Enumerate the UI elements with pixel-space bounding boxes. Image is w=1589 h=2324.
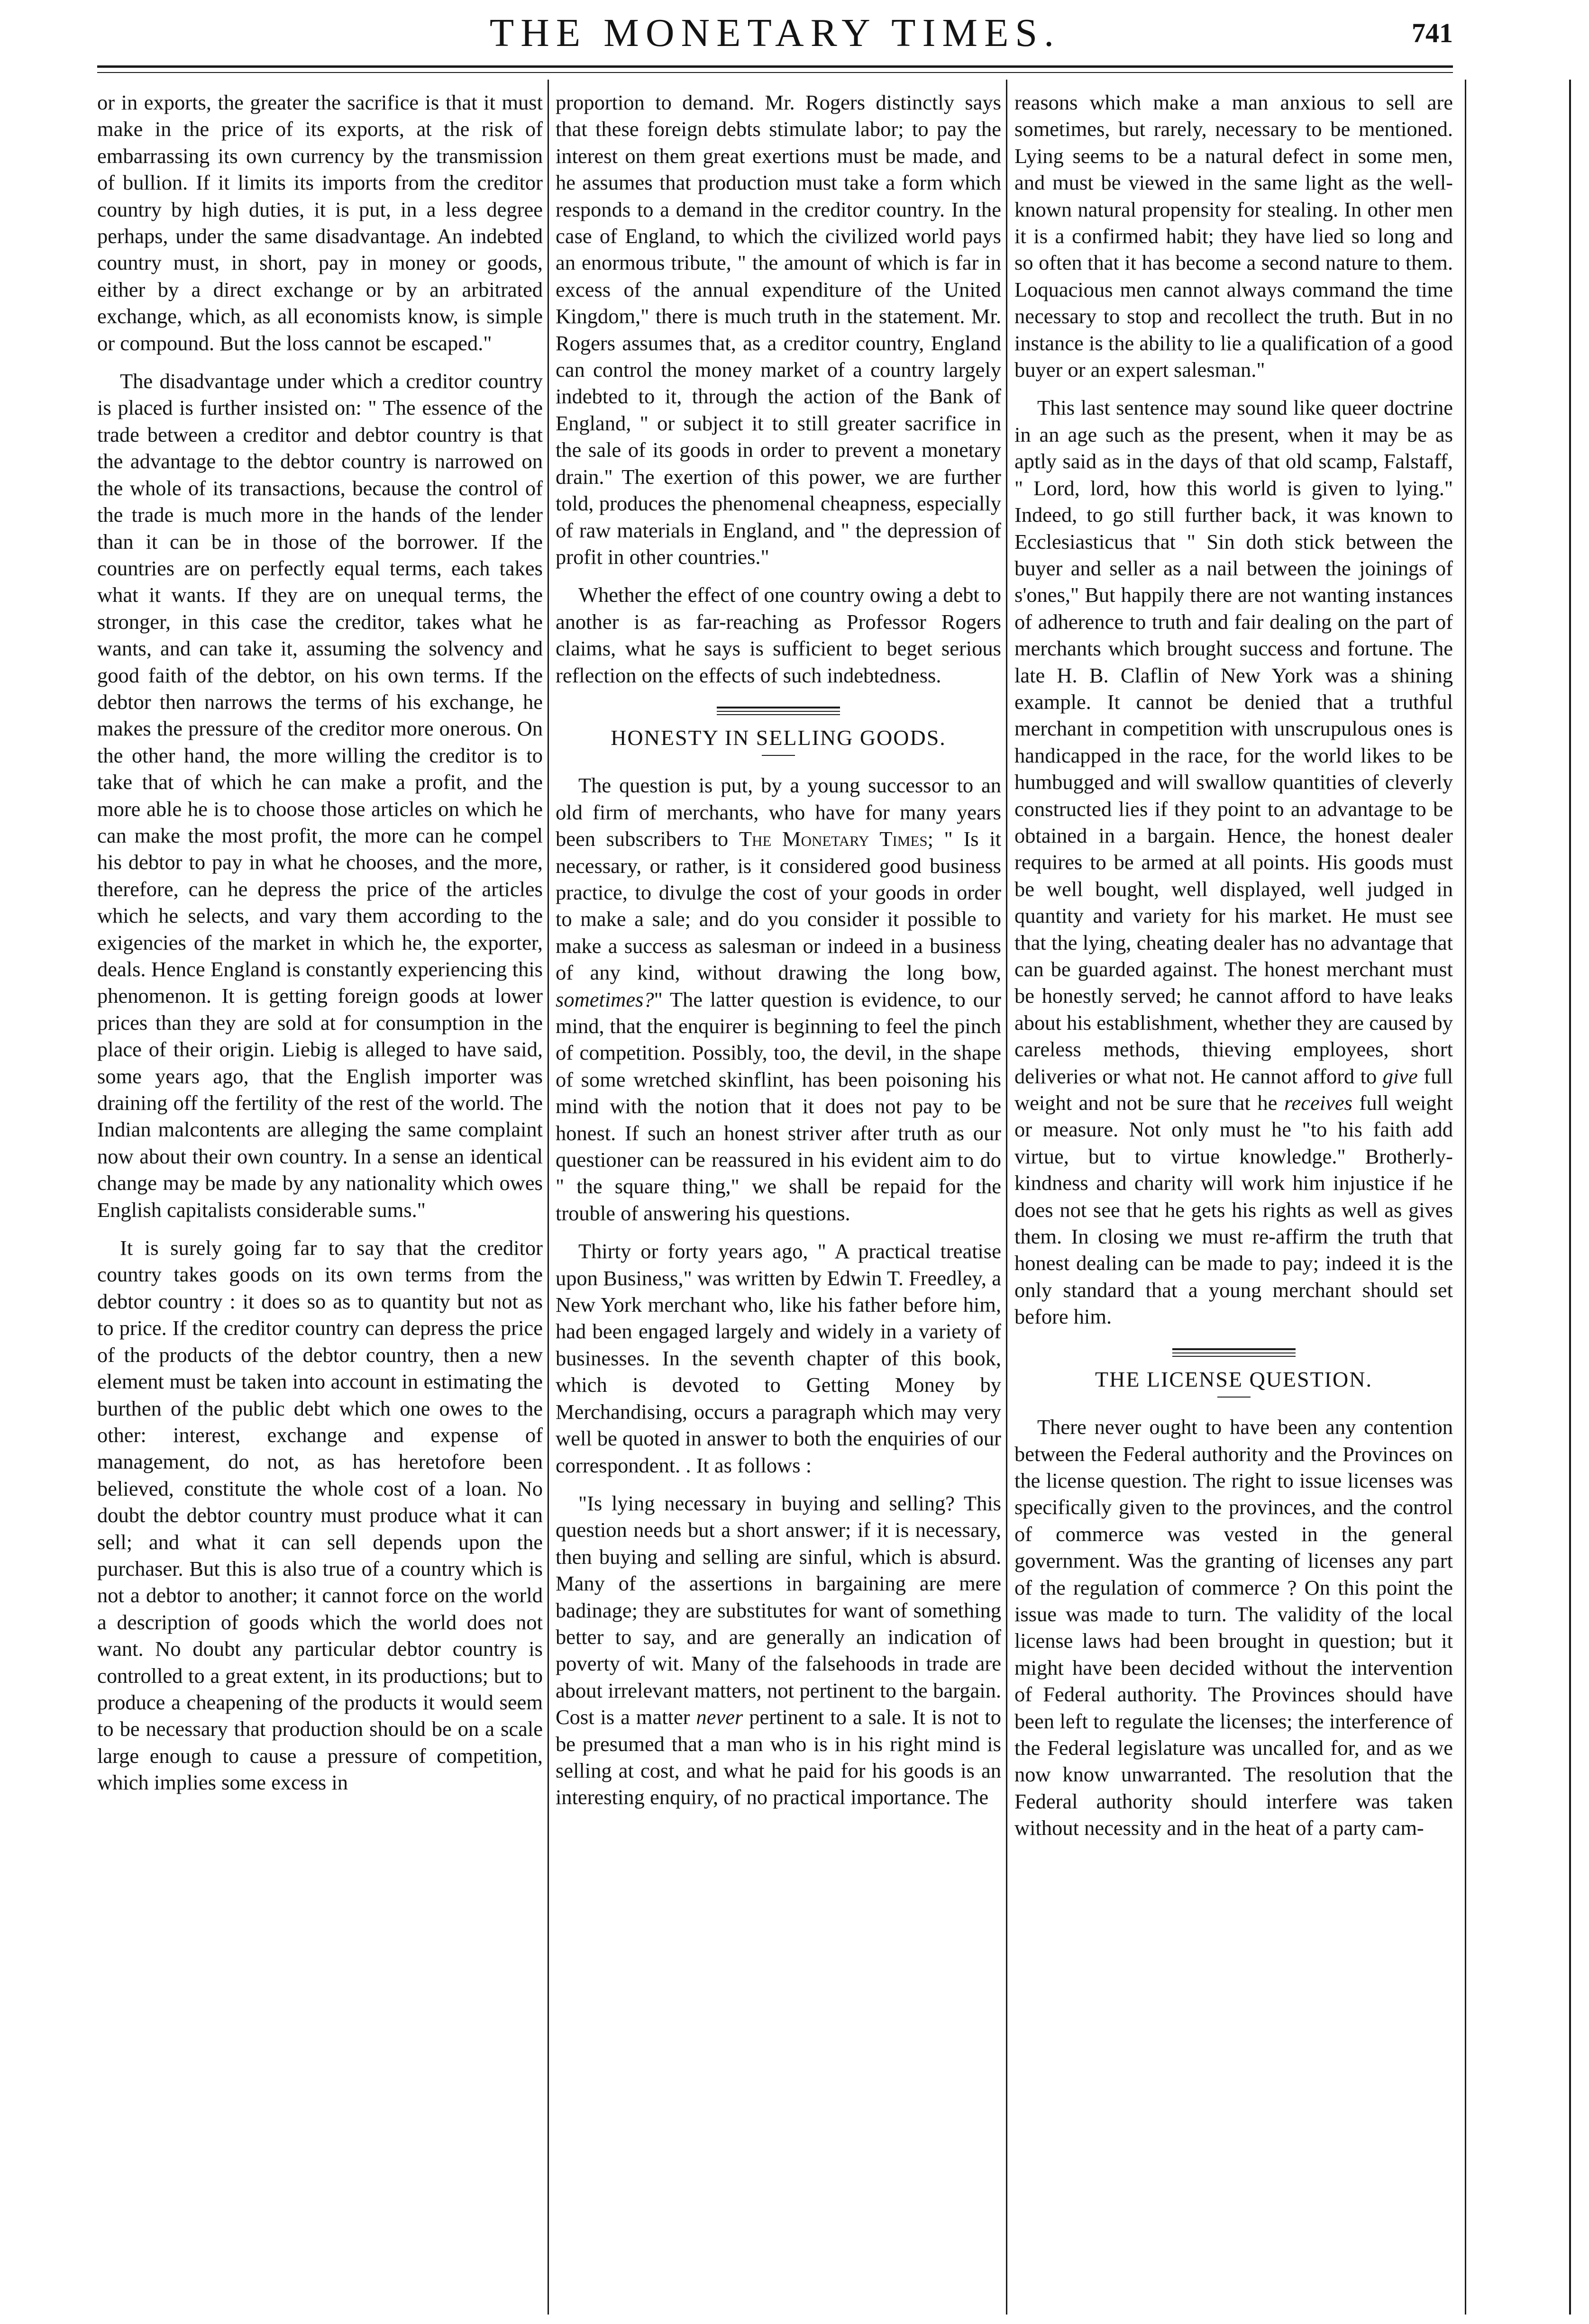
column-divider: [548, 80, 549, 2315]
publication-title: THE MONETARY TIMES.: [489, 11, 1061, 55]
heading-underline: [1210, 1393, 1258, 1402]
section-rule-decoration: [1163, 1344, 1305, 1363]
text-run: The question is put, by a young successor to an old firm of merchants, who have for many years been subscribers to: [556, 773, 1001, 851]
paragraph: Whether the effect of one country owing a debt to another is as far-reaching as Professor Rogers claims, what he says is sufficient to beget serious reflection on the effects of such indebtedness.: [556, 583, 1001, 687]
column-2: [556, 89, 1001, 2312]
section-heading: HONESTY IN SELLING GOODS.: [611, 725, 946, 750]
text-run: full weight or measure. Not only must he "to his faith add virtue, but to virtue knowledge." Brotherly-kindness and charity will work him injustice if he does not see that he gets his rights as well as gives them. In closing we must re-affirm the truth that honest dealing can be made to pay; indeed it is the only standard that a young merchant should set before him.: [1014, 1091, 1453, 1329]
text-run: full weight and not be sure that he: [1014, 1064, 1453, 1115]
italic-text: sometimes?: [556, 987, 654, 1011]
text-run: " The latter question is evidence, to our mind, that the enquirer is beginning to feel the pinch of competition. Possibly, too, the devil, in the shape of some wretched skinflint, has been poisoning his mind with the notion that it does not pay to be honest. If such an honest striver after truth as our questioner can be reassured in his evident aim to do " the square thing," we shall be repaid for the trouble of answering his questions.: [556, 987, 1001, 1225]
page-number: 741: [1412, 18, 1453, 48]
paragraph: reasons which make a man anxious to sell are sometimes, but rarely, necessary to be mentioned. Lying seems to be a natural defect in some men, and must be viewed in the same light as the well-known natural propensity for stealing. In other men it is a confirmed habit; they have lied so long and so often that it has become a second nature to them. Loquacious men cannot always command the time necessary to stop and recollect the truth. But in no instance is the ability to lie a qualification of a good buyer or an expert salesman.": [1014, 91, 1453, 382]
paragraph: There never ought to have been any contention between the Federal authority and the Provinces on the license question. The right to issue licenses was specifically given to the provinces, and the control of commerce was vested in the general government. Was the granting of licenses any part of the regulation of commerce ? On this point the issue was made to turn. The validity of the local license laws had been brought in question; but it might have been decided without the intervention of Federal authority. The Provinces should have been left to regulate the licenses; the interference of the Federal legislature was uncalled for, and as we now know unwarranted. The resolution that the Federal authority should interfere was taken without necessity and in the heat of a party cam-: [1014, 1415, 1453, 1840]
italic-text: give: [1382, 1064, 1418, 1088]
paragraph: [556, 1490, 1001, 1811]
italic-text: never: [696, 1705, 743, 1729]
masthead: [97, 7, 1453, 64]
paragraph: proportion to demand. Mr. Rogers distinctly says that these foreign debts stimulate labor; to pay the interest on them great exertions must be made, and he assumes that production must take a form which responds to a demand in the creditor country. In the case of England, to which the civilized world pays an enormous tribute, " the amount of which is far in excess of the annual expenditure of the United Kingdom," there is much truth in the statement. Mr. Rogers assumes that, as a creditor country, England can control the money market of a country largely indebted to it, through the action of the Bank of England, " or subject it to still greater sacrifice in the sale of its goods in order to prevent a monetary drain." The exertion of this power, we are further told, produces the phenomenal cheapness, especially of raw materials in England, and " the depression of profit in other countries.": [556, 91, 1001, 569]
text-run: "Is lying necessary in buying and selling? This question needs but a short answer; if it is necessary, then buying and selling are sinful, which is absurd. Many of the assertions in bargaining are mere badinage; they are substitutes for want of something better to say, and are generally an indication of poverty of wit. Many of the falsehoods in trade are about irrelevant matters, not pertinent to the bargain. Cost is a matter: [556, 1491, 1001, 1729]
page-edge-line: [1465, 80, 1466, 2315]
italic-text: receives: [1284, 1091, 1352, 1115]
paragraph: or in exports, the greater the sacrifice is that it must make in the price of its exports, at the risk of embarrassing its own currency by the transmission of bullion. If it limits its imports from the creditor country by high duties, it is put, in a less degree perhaps, under the same disadvantage. An indebted country must, in short, pay in money or goods, either by a direct exchange or by an arbitrated exchange, which, as all economists know, is simple or compound. But the loss cannot be escaped.": [97, 91, 543, 355]
section-heading: THE LICENSE QUESTION.: [1095, 1367, 1372, 1391]
publication-name: The Monetary Times: [739, 827, 928, 851]
header-rule-thin: [97, 72, 1453, 73]
paragraph: Thirty or forty years ago, " A practical treatise upon Business," was written by Edwin T. Freedley, a New York merchant who, like his father before him, had been engaged largely and widely in a variety of businesses. In the seventh chapter of this book, which is devoted to Getting Money by Merchandising, occurs a paragraph which may very well be quoted in answer to both the enquiries of our correspondent. . It as follows :: [556, 1239, 1001, 1477]
column-1: [97, 89, 543, 2312]
text-run: pertinent to a sale. It is not to be presumed that a man who is in his right mind is selling at cost, and what he paid for his goods is an interesting enquiry, of no practical importance. The: [556, 1705, 1001, 1809]
section-rule-decoration: [707, 703, 849, 722]
heading-underline: [755, 751, 802, 761]
paragraph: [556, 772, 1001, 1226]
header-rule-thick: [97, 65, 1453, 68]
paragraph: It is surely going far to say that the creditor country takes goods on its own terms from the debtor country : it does so as to quantity but not as to price. If the creditor country can depress the price of the products of the debtor country, then a new element must be taken into account in estimating the burthen of the public debt which one owes to the other: interest, exchange and expense of management, do not, as has heretofore been believed, constitute the whole cost of a loan. No doubt the debtor country must produce what it can sell; and what it can sell depends upon the purchaser. But this is also true of a country which is not a debtor to another; it cannot force on the world a description of goods which the world does not want. No doubt any particular debtor country is controlled to a great extent, in its productions; but to produce a cheapening of the products it would seem to be necessary that production should be on a scale large enough to cause a pressure of competition, which implies some excess in: [97, 1236, 543, 1795]
paragraph: The disadvantage under which a creditor country is placed is further insisted on: " The essence of the trade between a creditor and debtor country is that the advantage to the debtor country is narrowed on the whole of its transactions, because the control of the trade is much more in the hands of the lender than it can be in those of the borrower. If the countries are on perfectly equal terms, each takes what it wants. If they are on unequal terms, the stronger, in this case the creditor, takes what he wants, and can take it, assuming the solvency and good faith of the debtor, on his own terms. If the debtor then narrows the terms of his exchange, he makes the pressure of the creditor more onerous. On the other hand, the more willing the creditor is to take that of which he can make a profit, and the more able he is to choose those articles on which he can make the most profit, the more can he compel his debtor to pay in what he chooses, and the more, therefore, can he depress the price of the articles which he selects, and vary them according to the exigencies of the market in which he, the exporter, deals. Hence England is constantly experiencing this phenomenon. It is getting foreign goods at lower prices than they are sold at for consumption in the place of their origin. Liebig is alleged to have said, some years ago, that the English importer was draining off the fertility of the rest of the world. The Indian malcontents are alleging the same complaint now about their own country. In a sense an identical change may be made by any nationality which owes English capitalists considerable sums.": [97, 369, 543, 1222]
text-run: ; " Is it necessary, or rather, is it considered good business practice, to divulge the cost of your goods in order to make a sale; and do you consider it possible to make a success as salesman or indeed in a business of any kind, without drawing the long bow,: [556, 827, 1001, 985]
text-run: This last sentence may sound like queer doctrine in an age such as the present, when it may be as aptly said as in the days of that old scamp, Falstaff, " Lord, lord, how this world is given to lying." Indeed, to go still further back, it was known to Ecclesiasticus that " Sin doth stick between the buyer and seller as a nail between the joinings of s'ones," But happily there are not wanting instances of adherence to truth and fair dealing on the part of merchants which brought success and fortune. The late H. B. Claflin of New York was a shining example. It cannot be denied that a truthful merchant in competition with unscrupulous ones is handicapped in the race, for the world likes to be humbugged and will swallow quantities of cleverly constructed lies if they point to an advantage to be obtained in a bargain. Hence, the honest dealer requires to be armed at all points. His goods must be well bought, well displayed, well judged in quantity and variety for his market. He must see that the lying, cheating dealer has no advantage that can be guarded against. The honest merchant must be honestly served; he cannot afford to have leaks about his establishment, whether they are caused by careless methods, thieving employees, short deliveries or what not. He cannot afford to: [1014, 396, 1453, 1088]
column-divider: [1006, 80, 1007, 2315]
page-edge-line: [1569, 80, 1571, 2315]
paragraph: [1014, 394, 1453, 1330]
column-3: [1014, 89, 1453, 2312]
